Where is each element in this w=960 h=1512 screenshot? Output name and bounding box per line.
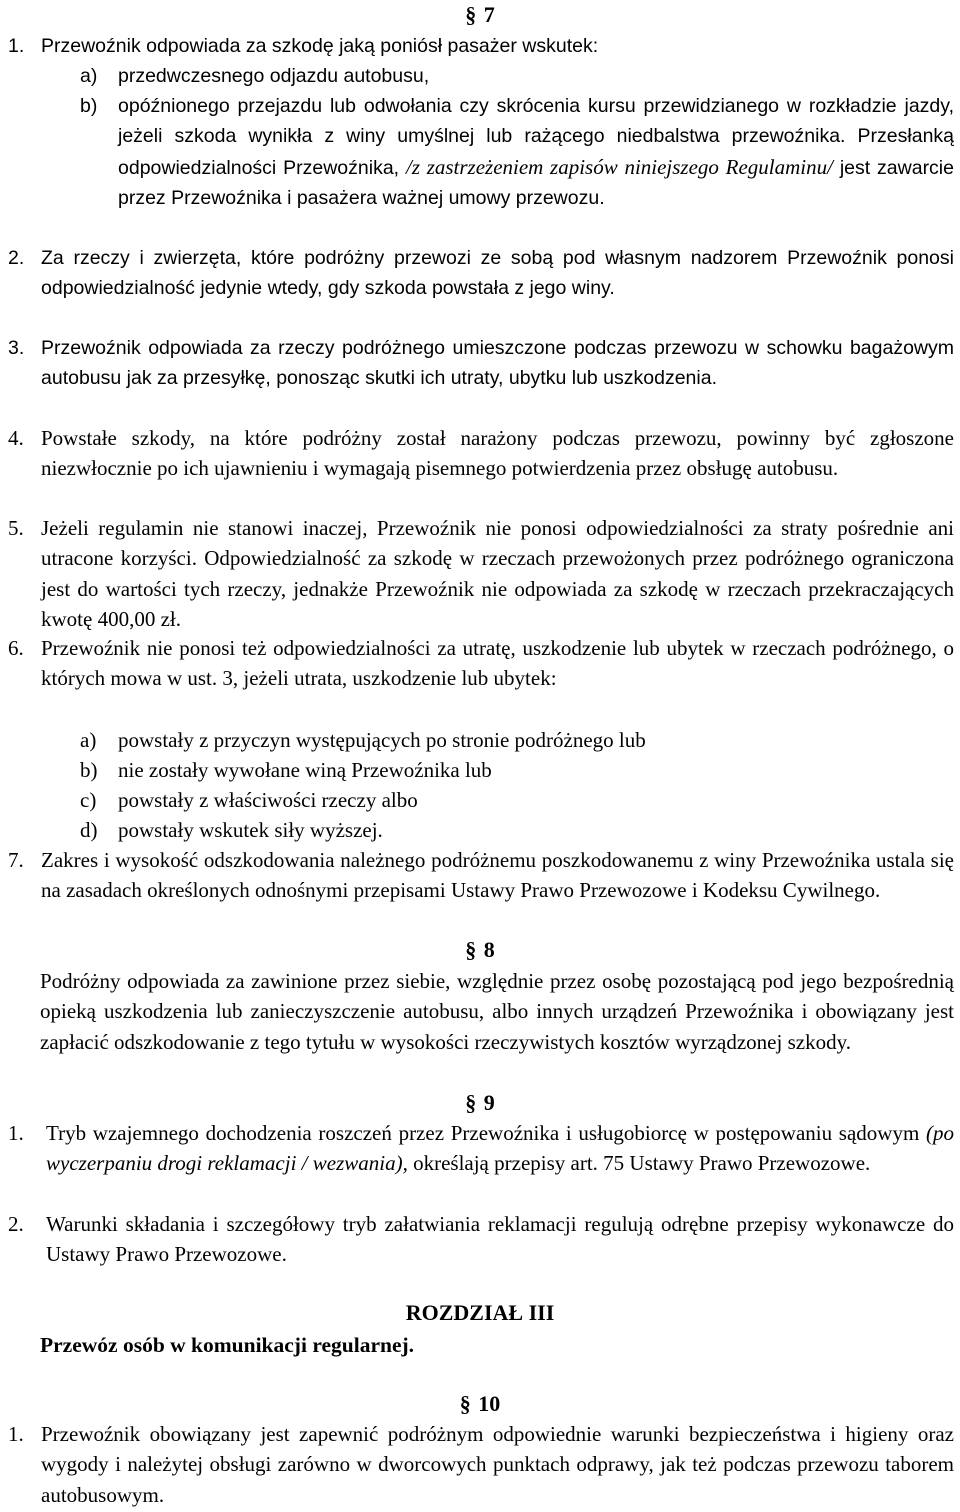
chapter-title: ROZDZIAŁ III	[405, 1300, 555, 1325]
item-text: Przewoźnik odpowiada za szkodę jaką poniósł pasażer wskutek:	[41, 35, 599, 57]
para10-item-1	[8, 1419, 954, 1510]
item-text-italic: (po wyczerpaniu drogi reklamacji / wezwania),	[46, 1121, 955, 1176]
sub-label: c)	[80, 788, 97, 812]
section-number: 7	[483, 2, 495, 27]
sub-text-cont2: jest zawarcie przez Przewoźnika i pasażera ważnej umowy przewozu.	[118, 156, 954, 210]
chapter-subtitle: Przewóz osób w komunikacji regularnej.	[40, 1333, 415, 1357]
section-symbol: §	[465, 2, 477, 27]
sub-text: powstały z właściwości rzeczy albo	[118, 788, 418, 812]
section-heading-7	[0, 0, 960, 30]
section-number: 8	[483, 937, 495, 962]
sub-label: a)	[80, 65, 98, 87]
para7-item-1-a	[80, 61, 950, 91]
item-number: 5.	[8, 516, 24, 540]
item-text: Przewoźnik obowiązany jest zapewnić podróżnym odpowiednie warunki bezpieczeństwa i higieny oraz wygody i należytej obsługi zarówno w dworcowych punktach odprawy, jak też podczas przewozu taborem autobusowym.	[41, 1422, 954, 1507]
sub-text: powstały z przyczyn występujących po stronie podróżnego lub	[118, 728, 646, 752]
item-number: 2.	[8, 1212, 24, 1236]
sub-text-block	[118, 91, 954, 214]
item-text-block	[46, 1118, 954, 1179]
sub-label: b)	[80, 95, 98, 117]
item-number: 1.	[8, 1422, 24, 1446]
para9-item-2	[8, 1209, 954, 1270]
para7-item-6-d	[80, 815, 950, 845]
item-text-cont: określają przepisy art. 75 Ustawy Prawo Przewozowe.	[413, 1151, 871, 1176]
section-number: 9	[483, 1090, 495, 1115]
section-heading-10	[0, 1389, 960, 1419]
para8-text: Podróżny odpowiada za zawinione przez siebie, względnie przez osobę pozostającą pod jego bezpośrednią opieką uszkodzenia lub zanieczyszczenie autobusu, albo innych urządzeń Przewoźnika i obowiązany jest zapłacić odszkodowanie z tego tytułu w wysokości rzeczywistych kosztów wyrządzonej szkody.	[40, 969, 954, 1054]
sub-text: nie zostały wywołane winą Przewoźnika lub	[118, 758, 492, 782]
para7-item-1-b	[80, 91, 954, 214]
para7-item-6-c	[80, 785, 950, 815]
para7-item-7	[8, 845, 954, 906]
sub-text: przedwczesnego odjazdu autobusu,	[118, 65, 430, 87]
item-text: Warunki składania i szczegółowy tryb załatwiania reklamacji regulują odrębne przepisy wykonawcze do Ustawy Prawo Przewozowe.	[46, 1212, 954, 1267]
para9-item-1	[8, 1118, 954, 1179]
para7-item-5	[8, 513, 954, 635]
sub-text: powstały wskutek siły wyższej.	[118, 818, 383, 842]
item-text: Przewoźnik nie ponosi też odpowiedzialności za utratę, uszkodzenie lub ubytek w rzeczach podróżnego, o których mowa w ust. 3, jeżeli utrata, uszkodzenie lub ubytek:	[41, 636, 954, 691]
para7-item-1	[8, 31, 954, 61]
para7-item-2	[8, 243, 954, 304]
section-symbol: §	[459, 1391, 471, 1416]
item-text: Za rzeczy i zwierzęta, które podróżny przewozi ze sobą pod własnym nadzorem Przewoźnik ponosi odpowiedzialność jedynie wtedy, gdy szkoda powstała z jego winy.	[41, 247, 954, 300]
item-text: Przewoźnik odpowiada za rzeczy podróżnego umieszczone podczas przewozu w schowku bagażowym autobusu jak za przesyłkę, ponosząc skutki ich utraty, ubytku lub uszkodzenia.	[41, 337, 954, 390]
sub-label: b)	[80, 758, 98, 782]
section-heading-8	[0, 935, 960, 965]
section-heading-9	[0, 1088, 960, 1118]
para7-item-4	[8, 423, 954, 484]
item-number: 6.	[8, 636, 24, 660]
para7-item-6	[8, 633, 954, 694]
item-text: Powstałe szkody, na które podróżny został narażony podczas przewozu, powinny być zgłoszone niezwłocznie po ich ujawnieniu i wymagają pisemnego potwierdzenia przez obsługę autobusu.	[41, 426, 954, 481]
item-number: 1.	[8, 35, 25, 57]
item-text: Zakres i wysokość odszkodowania należnego podróżnemu poszkodowanemu z winy Przewoźnika ustala się na zasadach określonych odnośnymi przepisami Ustawy Prawo Przewozowe i Kodeksu Cywilnego.	[41, 848, 954, 903]
sub-label: d)	[80, 818, 98, 842]
item-number: 1.	[8, 1121, 24, 1145]
sub-text-italic: /z zastrzeżeniem zapisów niniejszego Regulaminu/	[405, 154, 833, 179]
section-symbol: §	[465, 937, 477, 962]
item-text: Tryb wzajemnego dochodzenia roszczeń przez Przewoźnika i usługobiorcę w postępowaniu sądowym	[46, 1121, 920, 1145]
section-symbol: §	[465, 1090, 477, 1115]
para7-item-3	[8, 333, 954, 394]
item-number: 3.	[8, 337, 25, 359]
item-number: 7.	[8, 848, 24, 872]
sub-text-cont: Przesłanką odpowiedzialności Przewoźnika,	[118, 125, 955, 179]
sub-label: a)	[80, 728, 97, 752]
para7-item-6-b	[80, 755, 950, 785]
item-number: 4.	[8, 426, 24, 450]
section-number: 10	[478, 1391, 501, 1416]
item-number: 2.	[8, 247, 25, 269]
para7-item-6-a	[80, 725, 950, 755]
sub-text: opóźnionego przejazdu lub odwołania czy skrócenia kursu przewidzianego w rozkładzie jazdy, jeżeli szkoda wynikła z winy umyślnej lub rażącego niedbalstwa przewoźnika.	[118, 95, 954, 148]
item-text: Jeżeli regulamin nie stanowi inaczej, Przewoźnik nie ponosi odpowiedzialności za straty pośrednie ani utracone korzyści. Odpowiedzialność za szkodę w rzeczach przewożonych przez podróżnego ograniczona jest do wartości tych rzeczy, jednakże Przewoźnik nie odpowiada za szkodę w rzeczach przekraczających kwotę 400,00 zł.	[41, 516, 954, 632]
